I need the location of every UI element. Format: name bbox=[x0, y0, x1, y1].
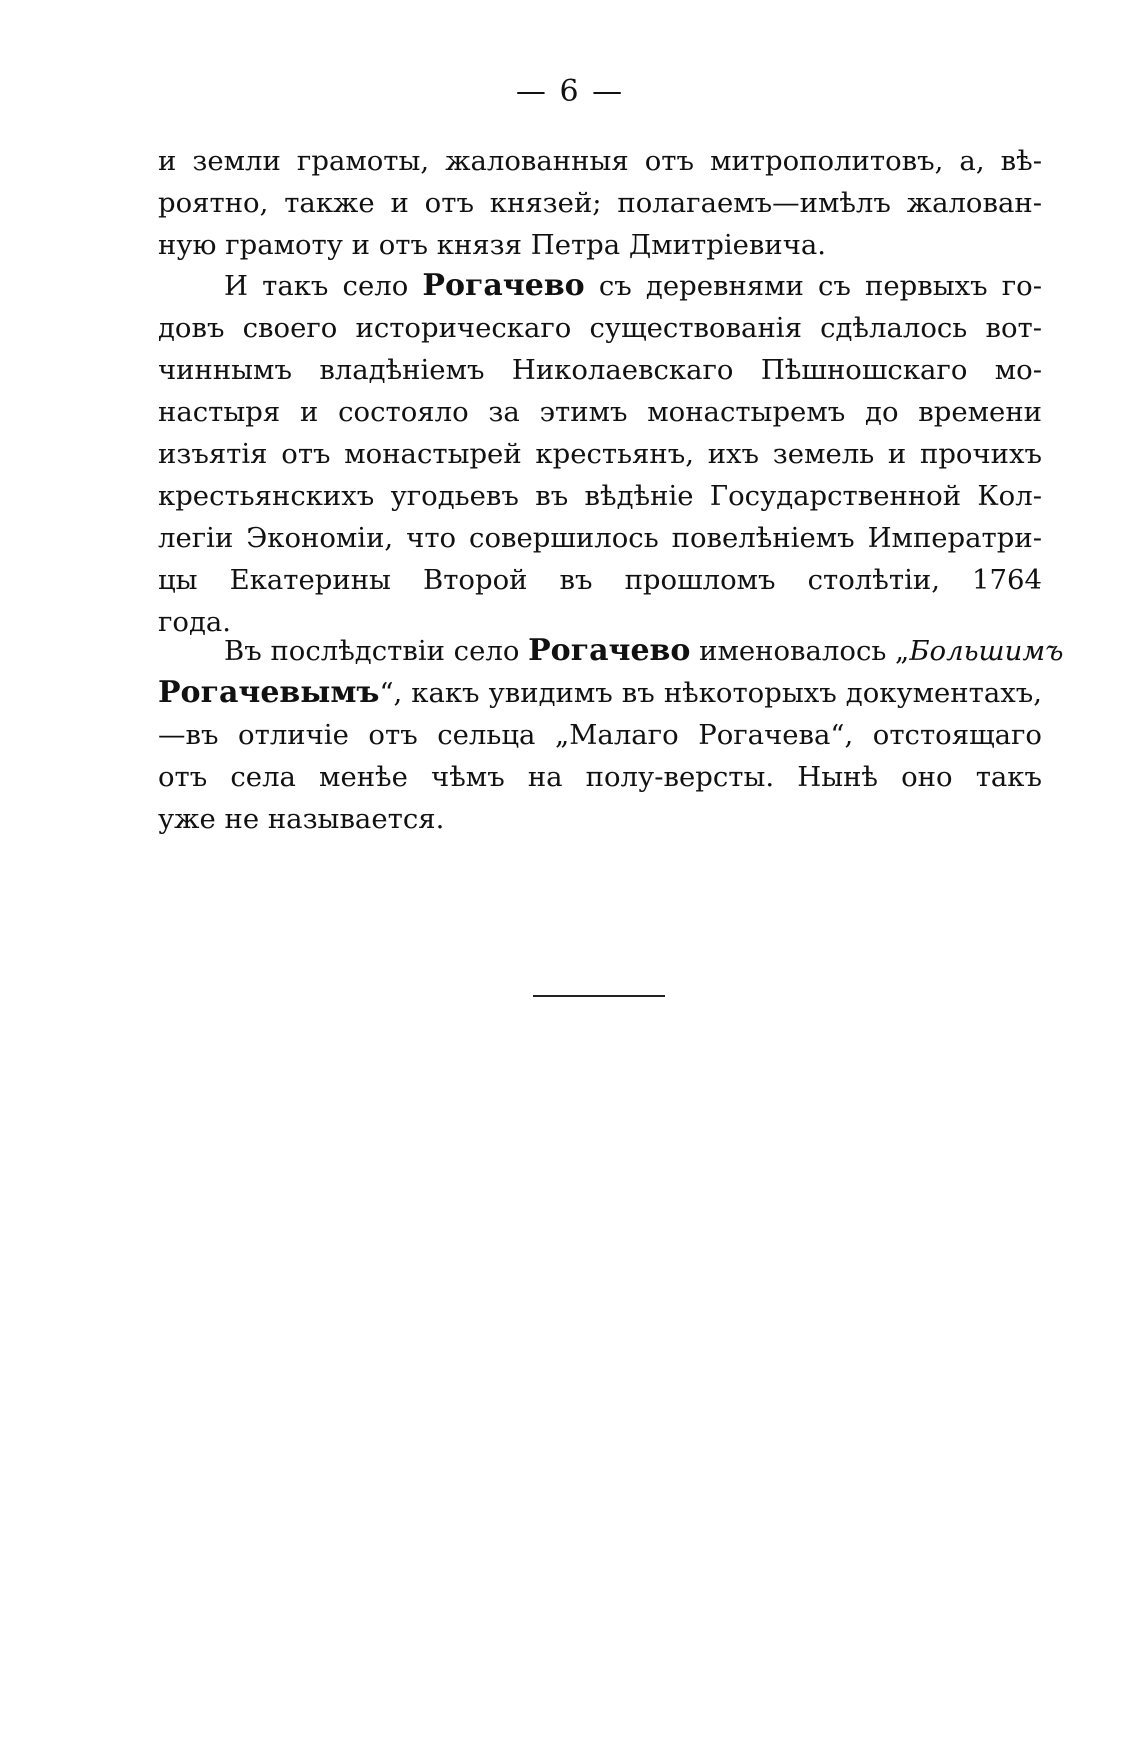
text-line: года. bbox=[158, 606, 232, 638]
text-fragment: “, какъ увидимъ въ нѣкоторыхъ документахъ, bbox=[379, 677, 1042, 709]
text-line bbox=[158, 672, 1042, 714]
section-divider bbox=[533, 995, 665, 997]
text-line: уже не называется. bbox=[158, 803, 445, 835]
text-line: изъятія отъ монастырей крестьянъ, ихъ земель и прочихъ bbox=[158, 438, 1042, 470]
text-fragment: съ деревнями съ первыхъ го- bbox=[584, 270, 1043, 302]
text-line bbox=[158, 630, 1064, 672]
text-fragment: И такъ село bbox=[224, 270, 423, 302]
quoted-name-italic: Большимъ bbox=[909, 635, 1064, 667]
text-line: настыря и состояло за этимъ монастыремъ до времени bbox=[158, 396, 1042, 428]
village-name-bold: Рогачево bbox=[422, 268, 585, 303]
text-line: и земли грамоты, жалованныя отъ митрополитовъ, а, вѣ- bbox=[158, 145, 1042, 177]
text-line: ную грамоту и отъ князя Петра Дмитріевича. bbox=[158, 229, 827, 261]
paragraph-3 bbox=[158, 630, 1064, 840]
text-line: —въ отличіе отъ сельца „Малаго Рогачева“, отстоящаго bbox=[158, 719, 1042, 751]
paragraph-1 bbox=[158, 140, 1042, 266]
text-fragment: Въ послѣдствіи село bbox=[224, 635, 529, 667]
text-line: отъ села менѣе чѣмъ на полу-версты. Нынѣ оно такъ bbox=[158, 761, 1042, 793]
village-name-bold: Рогачевымъ bbox=[158, 675, 380, 710]
text-line: довъ своего историческаго существованія сдѣлалось вот- bbox=[158, 312, 1042, 344]
text-line: роятно, также и отъ князей; полагаемъ—имѣлъ жалован- bbox=[158, 187, 1042, 219]
text-line: легіи Экономіи, что совершилось повелѣніемъ Императри- bbox=[158, 522, 1042, 554]
text-line: чиннымъ владѣніемъ Николаевскаго Пѣшношскаго мо- bbox=[158, 354, 1042, 386]
text-fragment: именовалось „ bbox=[690, 635, 910, 667]
page-number: — 6 — bbox=[515, 74, 625, 109]
village-name-bold: Рогачево bbox=[528, 633, 691, 668]
text-line: крестьянскихъ угодьевъ въ вѣдѣніе Государственной Кол- bbox=[158, 480, 1042, 512]
paragraph-2 bbox=[158, 265, 1042, 643]
text-line: цы Екатерины Второй въ прошломъ столѣтіи, 1764 bbox=[158, 564, 1042, 596]
text-line bbox=[158, 265, 1042, 307]
